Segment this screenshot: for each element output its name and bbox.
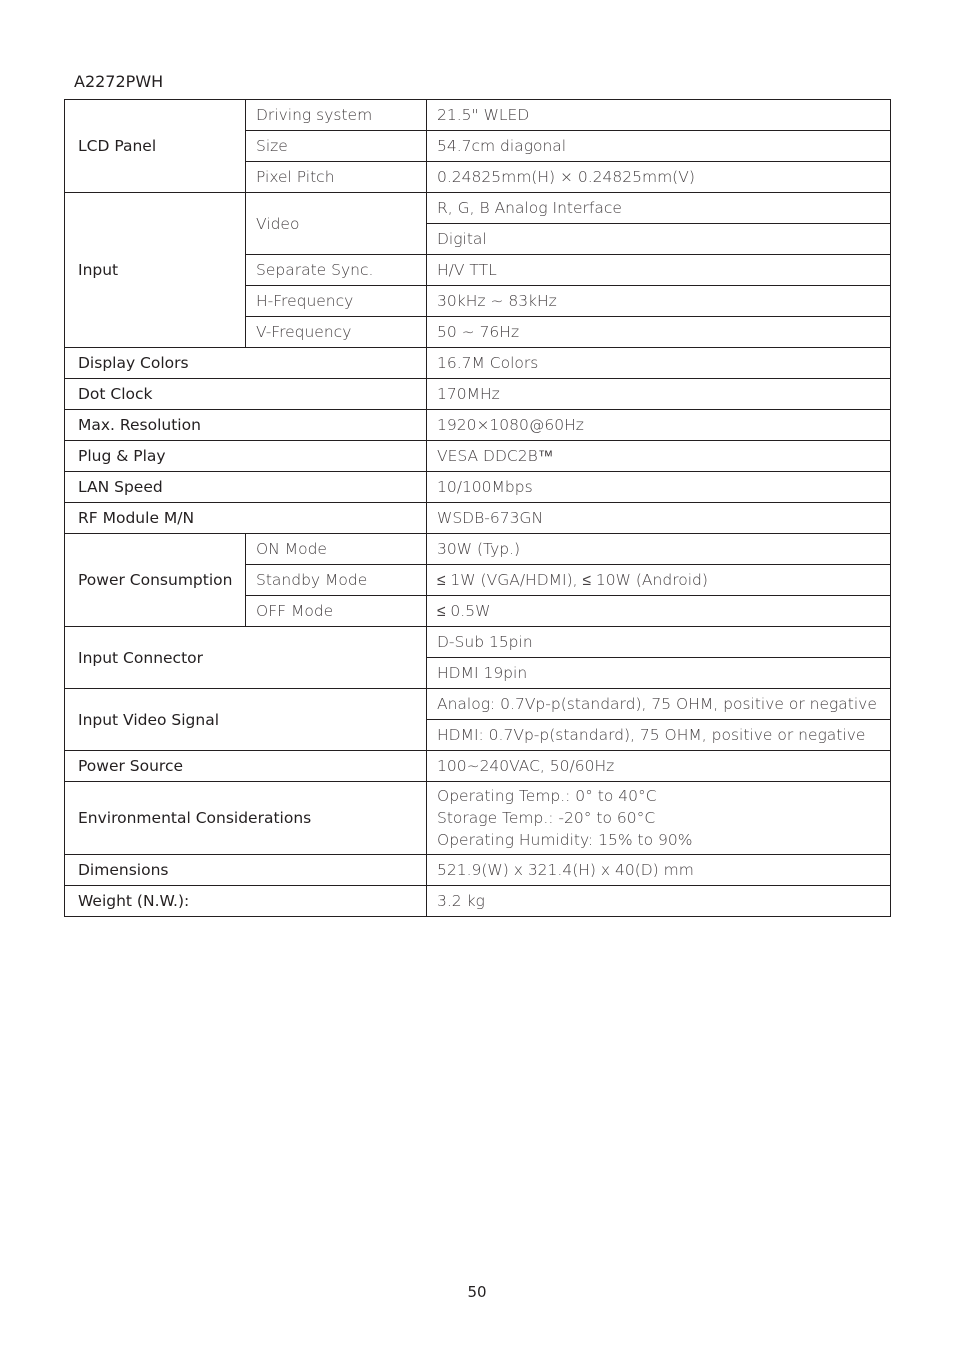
table-row — [65, 534, 891, 565]
max-resolution-label: Max. Resolution — [65, 410, 427, 441]
input-video-signal-analog: Analog: 0.7Vp-p(standard), 75 OHM, positive or negative — [427, 689, 891, 720]
max-resolution-value: 1920×1080@60Hz — [427, 410, 891, 441]
display-colors-value: 16.7M Colors — [427, 348, 891, 379]
model-title: A2272PWH — [74, 72, 164, 91]
table-row — [65, 348, 891, 379]
h-frequency-value: 30kHz ~ 83kHz — [427, 286, 891, 317]
display-colors-label: Display Colors — [65, 348, 427, 379]
pixel-pitch-value: 0.24825mm(H) × 0.24825mm(V) — [427, 162, 891, 193]
separate-sync-value: H/V TTL — [427, 255, 891, 286]
table-row — [65, 751, 891, 782]
environmental-value — [427, 782, 891, 855]
video-value-analog: R, G, B Analog Interface — [427, 193, 891, 224]
input-video-signal-hdmi: HDMI: 0.7Vp-p(standard), 75 OHM, positive or negative — [427, 720, 891, 751]
table-row — [65, 379, 891, 410]
dot-clock-label: Dot Clock — [65, 379, 427, 410]
table-row — [65, 886, 891, 917]
video-label: Video — [246, 193, 427, 255]
power-consumption-label: Power Consumption — [65, 534, 246, 627]
storage-temp: Storage Temp.: -20° to 60°C — [437, 809, 656, 827]
lan-speed-label: LAN Speed — [65, 472, 427, 503]
pixel-pitch-label: Pixel Pitch — [246, 162, 427, 193]
h-frequency-label: H-Frequency — [246, 286, 427, 317]
rf-module-value: WSDB-673GN — [427, 503, 891, 534]
size-value: 54.7cm diagonal — [427, 131, 891, 162]
operating-temp: Operating Temp.: 0° to 40°C — [437, 787, 657, 805]
driving-system-value: 21.5" WLED — [427, 100, 891, 131]
input-video-signal-label: Input Video Signal — [65, 689, 427, 751]
table-row — [65, 193, 891, 224]
standby-mode-value: ≤ 1W (VGA/HDMI), ≤ 10W (Android) — [427, 565, 891, 596]
table-row — [65, 472, 891, 503]
on-mode-value: 30W (Typ.) — [427, 534, 891, 565]
driving-system-label: Driving system — [246, 100, 427, 131]
power-source-value: 100~240VAC, 50/60Hz — [427, 751, 891, 782]
operating-humidity: Operating Humidity: 15% to 90% — [437, 831, 693, 849]
v-frequency-label: V-Frequency — [246, 317, 427, 348]
table-row — [65, 782, 891, 855]
page-number: 50 — [467, 1283, 487, 1301]
lan-speed-value: 10/100Mbps — [427, 472, 891, 503]
table-row — [65, 689, 891, 720]
weight-value: 3.2 kg — [427, 886, 891, 917]
table-row — [65, 441, 891, 472]
video-value-digital: Digital — [427, 224, 891, 255]
input-connector-label: Input Connector — [65, 627, 427, 689]
dot-clock-value: 170MHz — [427, 379, 891, 410]
table-row — [65, 100, 891, 131]
separate-sync-label: Separate Sync. — [246, 255, 427, 286]
table-row — [65, 855, 891, 886]
input-connector-dsub: D-Sub 15pin — [427, 627, 891, 658]
dimensions-value: 521.9(W) x 321.4(H) x 40(D) mm — [427, 855, 891, 886]
plug-play-value: VESA DDC2B™ — [427, 441, 891, 472]
on-mode-label: ON Mode — [246, 534, 427, 565]
table-row — [65, 410, 891, 441]
v-frequency-value: 50 ~ 76Hz — [427, 317, 891, 348]
table-row — [65, 503, 891, 534]
spec-table — [64, 99, 891, 917]
lcd-panel-label: LCD Panel — [65, 100, 246, 193]
weight-label: Weight (N.W.): — [65, 886, 427, 917]
standby-mode-label: Standby Mode — [246, 565, 427, 596]
table-row — [65, 627, 891, 658]
power-source-label: Power Source — [65, 751, 427, 782]
input-connector-hdmi: HDMI 19pin — [427, 658, 891, 689]
off-mode-value: ≤ 0.5W — [427, 596, 891, 627]
dimensions-label: Dimensions — [65, 855, 427, 886]
input-label: Input — [65, 193, 246, 348]
size-label: Size — [246, 131, 427, 162]
plug-play-label: Plug & Play — [65, 441, 427, 472]
environmental-label: Environmental Considerations — [65, 782, 427, 855]
rf-module-label: RF Module M/N — [65, 503, 427, 534]
off-mode-label: OFF Mode — [246, 596, 427, 627]
